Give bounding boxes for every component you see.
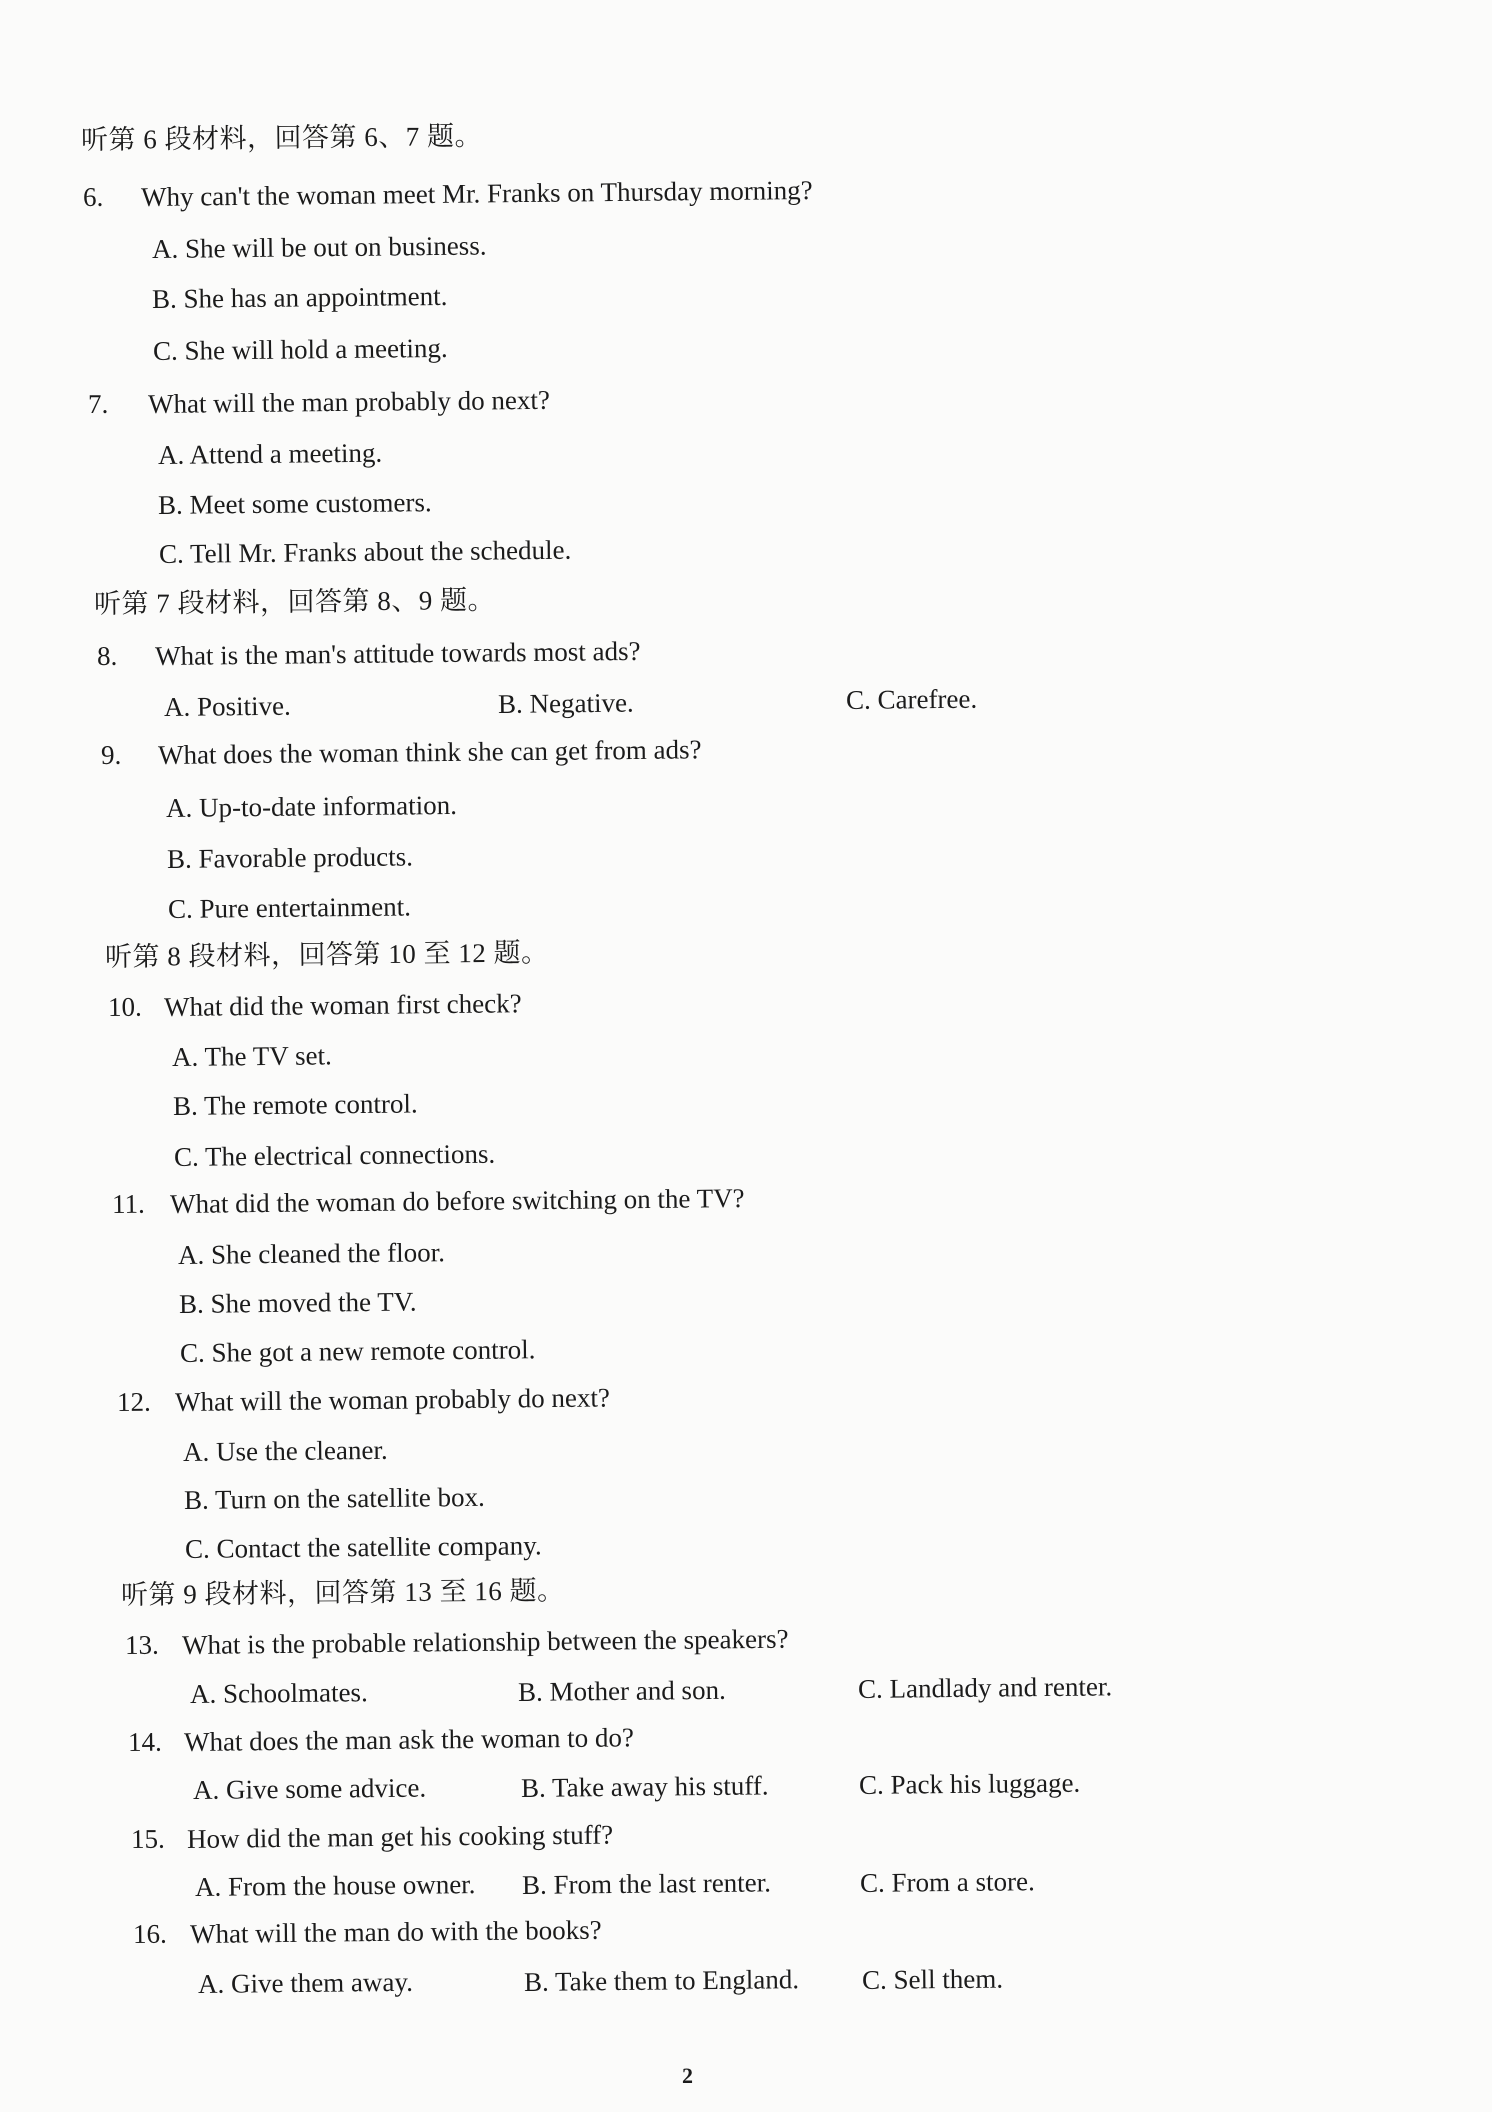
option-a: A. The TV set.: [171, 1040, 332, 1072]
question-text: What did the woman do before switching on the TV?: [169, 1182, 745, 1219]
option-c: C. She will hold a meeting.: [152, 332, 448, 366]
question-text: What will the woman probably do next?: [174, 1382, 611, 1417]
option-a: A. From the house owner.: [194, 1869, 476, 1902]
option-b: B. Favorable products.: [166, 841, 414, 874]
question-text: What does the woman think she can get from ads?: [157, 734, 702, 770]
section-header: 听第 7 段材料，回答第 8、9 题。: [93, 584, 496, 619]
option-b: B. Meet some customers.: [157, 487, 432, 520]
question-number: 10.: [107, 991, 142, 1022]
option-a: A. Give some advice.: [192, 1772, 427, 1805]
question-number: 9.: [100, 739, 122, 770]
option-c: C. She got a new remote control.: [179, 1334, 536, 1368]
question-text: What does the man ask the woman to do?: [183, 1722, 635, 1757]
option-b: B. She moved the TV.: [178, 1286, 417, 1319]
question-number: 13.: [124, 1629, 159, 1660]
option-c: C. The electrical connections.: [173, 1138, 496, 1172]
option-b: B. Mother and son.: [517, 1674, 726, 1707]
question-number: 11.: [111, 1188, 145, 1219]
question-number: 12.: [116, 1386, 151, 1417]
option-a: A. Up-to-date information.: [165, 789, 458, 823]
option-c: C. Tell Mr. Franks about the schedule.: [158, 534, 572, 569]
option-c: C. Pack his luggage.: [858, 1767, 1081, 1800]
question-number: 6.: [82, 181, 104, 212]
option-b: B. Take them to England.: [523, 1964, 800, 1997]
section-header: 听第 9 段材料，回答第 13 至 16 题。: [120, 1575, 565, 1610]
option-c: C. From a store.: [859, 1866, 1035, 1898]
question-number: 8.: [96, 640, 118, 671]
question-text: What is the probable relationship between the speakers?: [181, 1623, 789, 1660]
option-a: A. She will be out on business.: [151, 230, 487, 264]
section-header: 听第 8 段材料，回答第 10 至 12 题。: [104, 937, 549, 972]
question-number: 16.: [132, 1918, 167, 1949]
question-number: 14.: [127, 1726, 162, 1757]
question-number: 15.: [130, 1823, 165, 1854]
question-text: Why can't the woman meet Mr. Franks on Thursday morning?: [140, 174, 813, 212]
option-c: C. Landlady and renter.: [857, 1671, 1113, 1704]
question-text: What will the man do with the books?: [189, 1914, 602, 1949]
option-a: A. Give them away.: [197, 1966, 414, 1999]
option-c: C. Sell them.: [861, 1963, 1004, 1995]
option-c: C. Carefree.: [845, 683, 978, 715]
option-b: B. The remote control.: [172, 1088, 418, 1121]
option-b: B. From the last renter.: [521, 1867, 772, 1900]
question-number: 7.: [87, 388, 109, 419]
question-text: How did the man get his cooking stuff?: [186, 1819, 614, 1854]
option-c: C. Pure entertainment.: [167, 891, 412, 924]
question-text: What did the woman first check?: [163, 988, 522, 1022]
option-a: A. Schoolmates.: [189, 1677, 368, 1709]
option-b: B. Negative.: [497, 687, 634, 719]
option-a: A. Attend a meeting.: [157, 437, 383, 470]
question-text: What will the man probably do next?: [147, 384, 551, 419]
option-a: A. She cleaned the floor.: [177, 1237, 446, 1270]
option-b: B. Take away his stuff.: [520, 1770, 769, 1803]
option-a: A. Positive.: [163, 690, 291, 722]
option-b: B. Turn on the satellite box.: [183, 1481, 485, 1515]
page-number: 2: [682, 2063, 693, 2088]
question-text: What is the man's attitude towards most ads?: [154, 635, 641, 671]
option-a: A. Use the cleaner.: [182, 1434, 388, 1467]
option-b: B. She has an appointment.: [151, 280, 448, 314]
option-c: C. Contact the satellite company.: [184, 1530, 542, 1564]
section-header: 听第 6 段材料，回答第 6、7 题。: [80, 120, 483, 155]
